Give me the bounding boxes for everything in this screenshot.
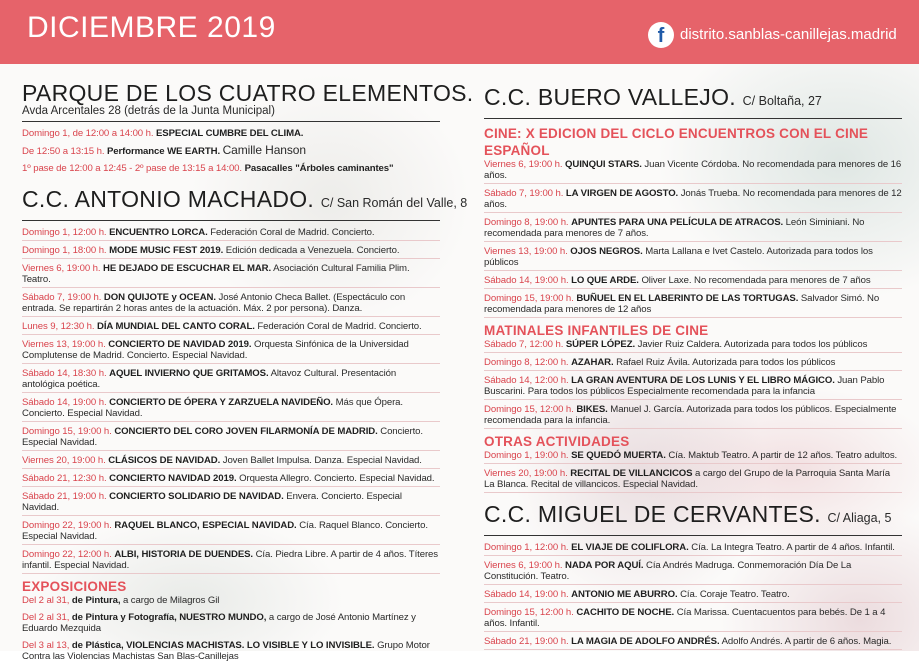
event-title: CONCIERTO DEL CORO JOVEN FILARMONÍA DE MADRID. [114,426,378,437]
event-when: Domingo 15, 12:00 h. [484,404,574,415]
event-title: QUINQUI STARS. [565,159,642,170]
buero-title: C.C. BUERO VALLEJO. [484,84,736,110]
event-title: BIKES. [576,404,608,415]
list-item [484,375,902,400]
event-title: ESPECIAL CUMBRE DEL CLIMA. [156,128,304,139]
matinales-heading: MATINALES INFANTILES DE CINE [484,323,709,338]
list-item [22,227,440,241]
list-item [484,636,902,650]
event-when: Domingo 8, 12:00 h. [484,357,569,368]
event-when: Domingo 1, 19:00 h. [484,450,569,461]
event-title: ALBI, HISTORIA DE DUENDES. [114,549,253,560]
event-desc: Orquesta Allegro. Concierto. Especial Navidad. [239,473,435,484]
event-when: Domingo 1, 12:00 h. [22,227,107,238]
event-desc: a cargo de José Antonio Martínez y Eduardo Mezquida [22,612,416,634]
event-desc: Cía Andrés Madruga. Conmemoración Día De La Constitución. Teatro. [484,560,852,582]
parque-events [22,128,440,176]
event-when: Domingo 8, 19:00 h. [484,217,569,228]
event-title: EL VIAJE DE COLIFLORA. [571,542,689,553]
event-desc: Federación Coral de Madrid. Concierto. [257,321,422,332]
event-when: Del 2 al 31, [22,595,70,606]
event-desc: Grupo Motor Contra las Violencias Machistas San Blas-Canillejas [22,640,430,662]
event-title: CACHITO DE NOCHE. [576,607,675,618]
event-desc: Más que Ópera. Concierto. Especial Navidad. [22,397,403,419]
list-item [22,455,440,469]
event-desc: Rafael Ruiz Ávila. Autorizada para todos los públicos [616,357,836,368]
list-item [22,397,440,422]
list-item [484,293,902,318]
event-desc: Marta Lallana e Ivet Castelo. Autorizada para todos los públicos [484,246,873,268]
event-desc: Cía. Raquel Blanco. Concierto. Especial Navidad. [22,520,428,542]
event-title: MODE MUSIC FEST 2019. [109,245,224,256]
event-desc: Envera. Concierto. Especial Navidad. [22,491,402,513]
event-title: de Pintura y Fotografía, NUESTRO MUNDO, [71,612,267,623]
event-title: CONCIERTO DE NAVIDAD 2019. [108,339,252,350]
list-item [484,450,902,464]
event-when: Sábado 14, 19:00 h. [484,589,569,600]
event-desc: José Antonio Checa Ballet. (Espectáculo con entrada. Se repartirán 2 horas antes de la actuación. Máx. 2 por persona). Danza. [22,292,406,314]
event-desc: Edición dedicada a Venezuela. Concierto. [225,245,400,256]
event-title: RAQUEL BLANCO, ESPECIAL NAVIDAD. [114,520,297,531]
event-title: Performance WE EARTH. [106,146,221,157]
event-desc: Adolfo Andrés. A partir de 6 años. Magia. [721,636,892,647]
event-title: LA MAGIA DE ADOLFO ANDRÉS. [571,636,720,647]
cervantes-title: C.C. MIGUEL DE CERVANTES. [484,501,821,527]
event-when: Sábado 21, 12:30 h. [22,473,107,484]
buero-heading [484,84,902,114]
event-when: Sábado 21, 19:00 h. [484,636,569,647]
event-desc: a cargo del Grupo de la Parroquia Santa María La Blanca. Recital de villancicos. Especial Navidad. [484,468,890,490]
list-item [22,145,440,159]
list-item [22,549,440,574]
list-item [22,612,440,636]
event-desc: Cía. Coraje Teatro. Teatro. [680,589,790,600]
event-desc: Salvador Simó. No recomendada para menores de 12 años [484,293,880,315]
parque-address: Avda Arcentales 28 (detrás de la Junta Municipal) [22,105,275,117]
event-title: AQUEL INVIERNO QUE GRITAMOS. [109,368,269,379]
event-when: Sábado 7, 19:00 h. [484,188,564,199]
event-title: NADA POR AQUÍ. [565,560,644,571]
event-when: Domingo 15, 12:00 h. [484,607,574,618]
event-title: LA VIRGEN DE AGOSTO. [565,188,679,199]
event-desc: Oliver Laxe. No recomendada para menores de 7 años [641,275,871,286]
event-desc: Juan Vicente Córdoba. No recomendada para menores de 16 años. [484,159,902,181]
event-desc: Federación Coral de Madrid. Concierto. [210,227,375,238]
list-item [484,246,902,271]
list-item [22,426,440,451]
list-item [484,217,902,242]
event-when: Domingo 15, 19:00 h. [484,293,574,304]
right-column [484,84,902,654]
list-item [22,368,440,393]
event-when: Sábado 14, 12:00 h. [484,375,569,386]
event-when: Domingo 1, 12:00 h. [484,542,569,553]
machado-title: C.C. ANTONIO MACHADO. [22,186,315,212]
machado-heading [22,186,468,216]
event-title: DÍA MUNDIAL DEL CANTO CORAL. [97,321,255,332]
event-title: AZAHAR. [571,357,614,368]
buero-street: C/ Boltaña, 27 [742,94,822,108]
event-title: ENCUENTRO LORCA. [109,227,208,238]
event-title: SE QUEDÓ MUERTA. [571,450,666,461]
event-desc: Joven Ballet Impulsa. Danza. Especial Navidad. [222,455,422,466]
event-title: de Pintura, [71,595,121,606]
event-title: LO QUE ARDE. [571,275,639,286]
event-title: BUÑUEL EN EL LABERINTO DE LAS TORTUGAS. [576,293,799,304]
event-when: Sábado 14, 19:00 h. [22,397,107,408]
list-item [484,404,902,429]
event-when: Lunes 9, 12:30 h. [22,321,95,332]
event-title: ANTONIO ME ABURRO. [571,589,678,600]
list-item [22,321,440,335]
event-desc: Juan Pablo Buscarini. Para todos los públicos Especialmente recomendada para la infancia [484,375,885,397]
event-title: APUNTES PARA UNA PELÍCULA DE ATRACOS. [571,217,784,228]
exposiciones-list [22,595,440,664]
otras-events [484,450,902,493]
event-when: Viernes 6, 19:00 h. [484,159,563,170]
event-when: Sábado 14, 18:30 h. [22,368,107,379]
event-when: Del 3 al 13, [22,640,70,651]
event-when: Domingo 22, 19:00 h. [22,520,112,531]
event-desc: Cía Marissa. Cuentacuentos para bebés. De 1 a 4 años. Infantil. [484,607,886,629]
event-when: Viernes 20, 19:00 h. [484,468,568,479]
list-item [22,245,440,259]
exposiciones-heading: EXPOSICIONES [22,579,127,594]
event-when: Sábado 7, 12:00 h. [484,339,564,350]
event-when: Sábado 14, 19:00 h. [484,275,569,286]
event-title: RECITAL DE VILLANCICOS [570,468,693,479]
list-item [22,491,440,516]
event-desc: León Siminiani. No recomendada para menores de 7 años. [484,217,865,239]
event-desc: Jonás Trueba. No recomendada para menores de 12 años. [484,188,902,210]
event-when: Domingo 15, 19:00 h. [22,426,112,437]
event-title: DON QUIJOTE y OCEAN. [103,292,216,303]
machado-street: C/ San Román del Valle, 8 [320,196,468,210]
event-desc: a cargo de Milagros Gil [122,595,220,606]
list-item [484,468,902,493]
event-when: Viernes 13, 19:00 h. [22,339,106,350]
event-title: CONCIERTO SOLIDARIO DE NAVIDAD. [109,491,284,502]
event-when: Domingo 1, 18:00 h. [22,245,107,256]
header-bar [0,0,919,64]
event-when: Domingo 1, de 12:00 a 14:00 h. [22,128,154,139]
list-item [484,607,902,632]
list-item [484,159,902,184]
event-when: Sábado 21, 19:00 h. [22,491,107,502]
event-desc: Concierto. Especial Navidad. [22,426,423,448]
event-title: OJOS NEGROS. [570,246,643,257]
cervantes-events [484,542,902,650]
event-desc: Cía. Piedra Libre. A partir de 4 años. Títeres infantil. Especial Navidad. [22,549,438,571]
parque-title: PARQUE DE LOS CUATRO ELEMENTOS. [22,80,474,106]
event-when: Viernes 6, 19:00 h. [484,560,563,571]
list-item [484,339,902,353]
list-item [22,339,440,364]
event-desc: Javier Ruiz Caldera. Autorizada para todos los públicos [637,339,868,350]
event-title: LA GRAN AVENTURA DE LOS LUNIS Y EL LIBRO MÁGICO. [571,375,835,386]
cervantes-street: C/ Aliaga, 5 [827,511,892,525]
list-item [484,275,902,289]
list-item [22,595,440,608]
event-title: CONCIERTO DE ÓPERA Y ZARZUELA NAVIDEÑO. [109,397,333,408]
site-link[interactable]: distrito.sanblas-canillejas.madrid [680,26,897,43]
event-when: Viernes 13, 19:00 h. [484,246,568,257]
event-title: HE DEJADO DE ESCUCHAR EL MAR. [103,263,272,274]
event-when: Domingo 22, 12:00 h. [22,549,112,560]
event-desc: Asociación Cultural Familia Plim. Teatro. [22,263,410,285]
event-desc: Camille Hanson [222,143,306,157]
month-title: DICIEMBRE 2019 [27,11,276,44]
event-when: 1º pase de 12:00 a 12:45 - 2º pase de 13:15 a 14:00. [22,163,242,174]
list-item [22,520,440,545]
left-column [22,80,474,668]
event-desc: Cía. Maktub Teatro. A partir de 12 años. Teatro adultos. [668,450,898,461]
list-item [484,357,902,371]
event-when: Del 2 al 31, [22,612,70,623]
divider [484,535,902,536]
list-item [484,560,902,585]
list-item [484,589,902,603]
divider [22,121,440,122]
event-when: Viernes 20, 19:00 h. [22,455,106,466]
event-title: de Plástica, VIOLENCIAS MACHISTAS. LO VISIBLE Y LO INVISIBLE. [71,640,375,651]
event-title: SÚPER LÓPEZ. [565,339,636,350]
list-item [22,473,440,487]
list-item [484,188,902,213]
cine-heading: CINE: X EDICION DEL CICLO ENCUENTROS CON EL CINE ESPAÑOL [484,126,869,158]
list-item [22,163,440,176]
divider [484,118,902,119]
list-item [22,640,440,664]
list-item [484,542,902,556]
event-when: De 12:50 a 13:15 h. [22,146,105,157]
matinales-events [484,339,902,429]
event-desc: Altavoz Cultural. Presentación antológica poética. [22,368,397,390]
machado-events [22,227,440,574]
event-when: Sábado 7, 19:00 h. [22,292,102,303]
event-desc: Orquesta Sinfónica de la Universidad Complutense de Madrid. Concierto. Especial Navidad. [22,339,409,361]
list-item [22,263,440,288]
event-when: Viernes 6, 19:00 h. [22,263,101,274]
divider [22,220,440,221]
event-title: CLÁSICOS DE NAVIDAD. [108,455,221,466]
cine-events [484,159,902,318]
event-title: Pasacalles "Árboles caminantes" [244,163,394,174]
facebook-icon[interactable]: f [648,22,674,48]
list-item [22,292,440,317]
event-desc: Cía. La Integra Teatro. A partir de 4 años. Infantil. [691,542,895,553]
event-title: CONCIERTO NAVIDAD 2019. [109,473,237,484]
otras-heading: OTRAS ACTIVIDADES [484,434,630,449]
list-item [22,128,440,141]
cervantes-heading [484,501,902,531]
event-desc: Manuel J. García. Autorizada para todos los públicos. Especialmente recomendada para la infancia. [484,404,897,426]
